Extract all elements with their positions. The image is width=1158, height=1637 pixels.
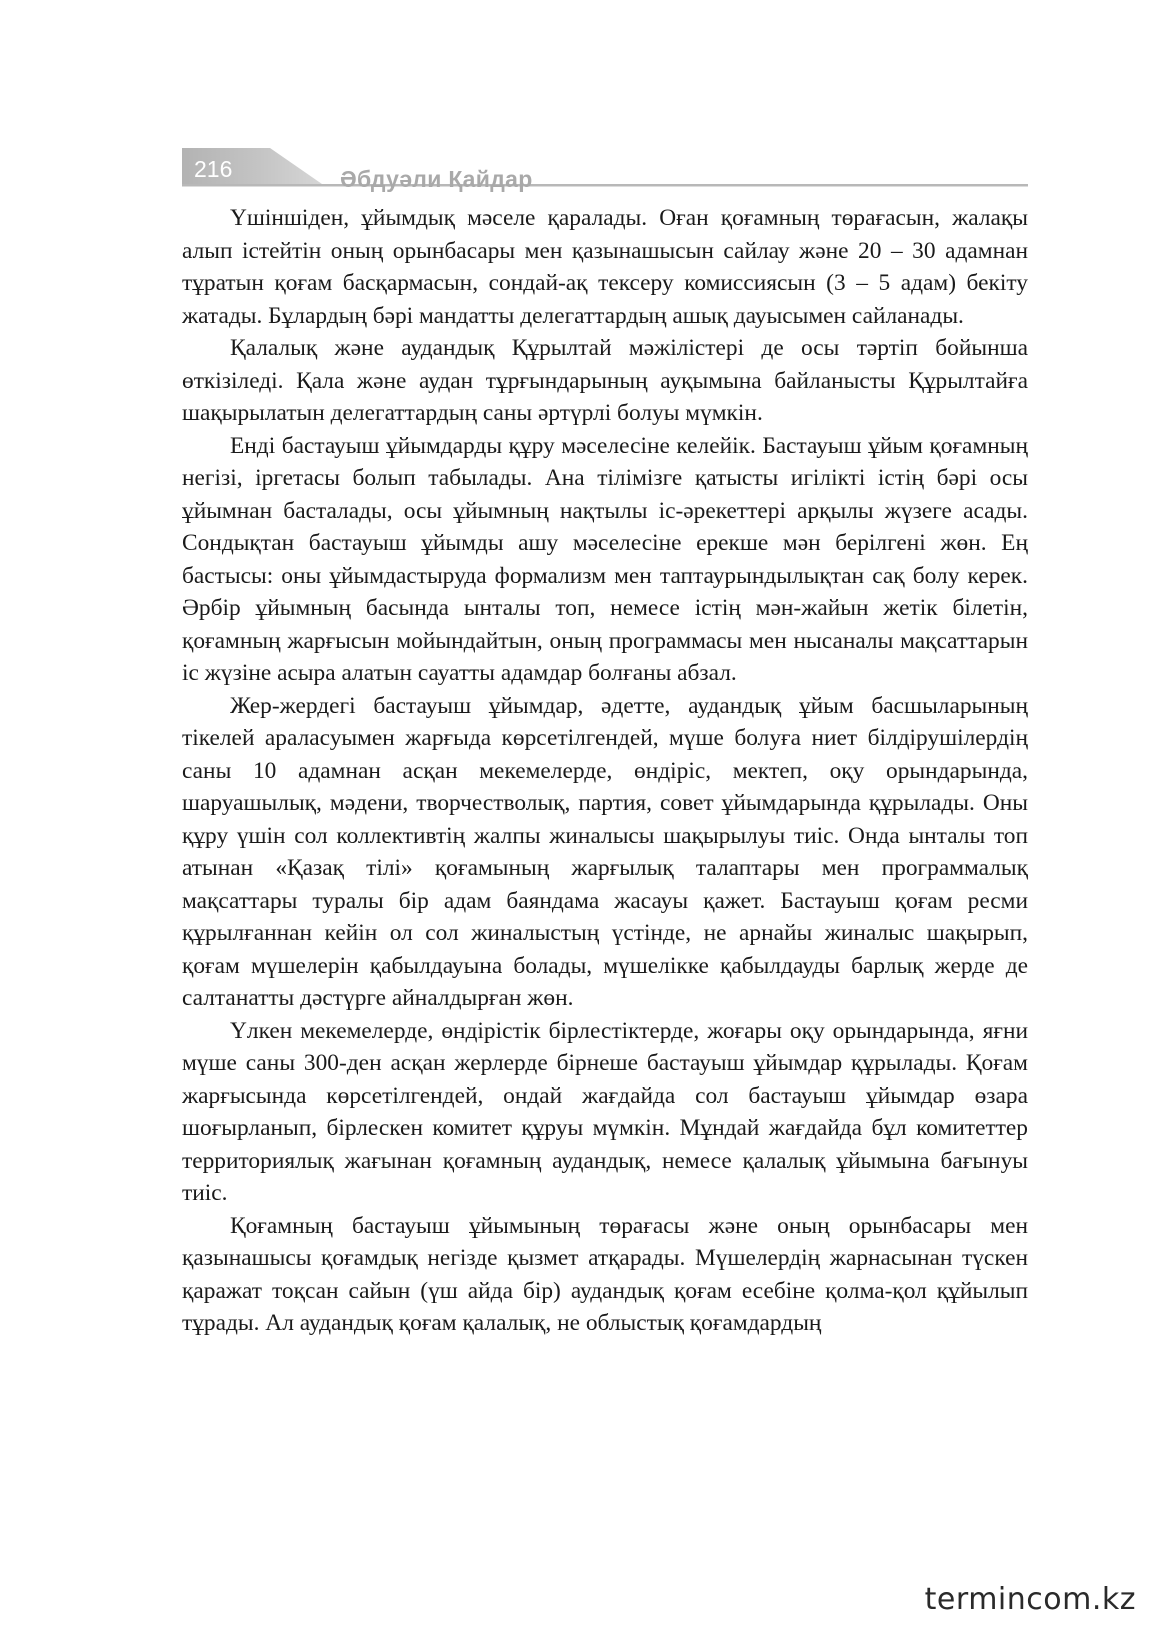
- running-header-author: Әбдуәли Қайдар: [340, 166, 533, 192]
- paragraph: Енді бастауыш ұйымдарды құру мәселесіне келейік. Бастауыш ұйым қоғамның негізі, іргетасы болып табылады. Ана тілімізге қатысты игілікті істің бәрі осы ұйымнан басталады, осы ұйымның нақтылы іс-әрекеттері арқылы жүзеге асады. Сондықтан бастауыш ұйымды ашу мәселесіне ерекше мән берілгені жөн. Ең бастысы: оны ұйымдастыруда формализм мен таптаурындылықтан сақ болу керек. Әрбір ұйымның басында ынталы топ, немесе істің мән-жайын жетік білетін, қоғамның жарғысын мойындайтын, оның программасы мен нысаналы мақсаттарын іс жүзіне асыра алатын сауатты адамдар болғаны абзал.: [182, 432, 1028, 686]
- watermark-logo: termincom.kz: [924, 1582, 1136, 1617]
- paragraph: Қоғамның бастауыш ұйымының төрағасы және оның орынбасары мен қазынашысы қоғамдық негізде қызмет атқарады. Мүшелердің жарнасынан түскен қаражат тоқсан сайын (үш айда бір) аудандық қоғам есебіне қолма-қол құйылып тұрады. Ал аудандық қоғам қалалық, не облыстық қоғамдардың: [182, 1212, 1028, 1336]
- page-number: 216: [194, 156, 233, 182]
- paragraph: Үлкен мекемелерде, өндірістік бірлестіктерде, жоғары оқу орындарында, яғни мүше саны 300-ден асқан жерлерде бірнеше бастауыш ұйымдар құрылады. Қоғам жарғысында көрсетілгендей, ондай жағдайда сол бастауыш ұйымдар өзара шоғырланып, бірлескен комитет құруы мүмкін. Мұндай жағдайда бұл комитеттер территориялық жағынан қоғамның аудандық, немесе қалалық ұйымына бағынуы тиіс.: [182, 1017, 1028, 1206]
- paragraph: Қалалық және аудандық Құрылтай мәжілістері де осы тәртіп бойынша өткізіледі. Қала және аудан тұрғындарының ауқымына байланысты Құрылтайға шақырылатын делегаттардың саны әртүрлі болуы мүмкін.: [182, 335, 1028, 426]
- paragraph: Жер-жердегі бастауыш ұйымдар, әдетте, аудандық ұйым басшыларының тікелей араласуымен жарғыда көрсетілгендей, мүше болуға ниет білдірушілердің саны 10 адамнан асқан мекемелерде, өндіріс, мектеп, оқу орындарында, шаруашылық, мәдени, творчестволық, партия, совет ұйымдарында құрылады. Оны құру үшін сол коллективтің жалпы жиналысы шақырылуы тиіс. Онда ынталы топ атынан «Қазақ тілі» қоғамының жарғылық талаптары мен программалық мақсаттары туралы бір адам баяндама жасауы қажет. Бастауыш қоғам ресми құрылғаннан кейін ол сол жиналыстың үстінде, не арнайы жиналыс шақырып, қоғам мүшелерін қабылдауына болады, мүшелікке қабылдауды барлық жерде де салтанатты дәстүрге айналдырған жөн.: [182, 692, 1028, 1011]
- header-band: [182, 148, 1028, 196]
- body-text: [182, 202, 1028, 1340]
- paragraph: Үшіншіден, ұйымдық мәселе қаралады. Оған қоғамның төрағасын, жалақы алып істейтін оның орынбасары мен қазынашысын сайлау және 20 – 30 адамнан тұратын қоғам басқармасын, сондай-ақ тексеру комиссиясын (3 – 5 адам) бекіту жатады. Бұлардың бәрі мандатты делегаттардың ашық дауысымен сайланады.: [182, 205, 1028, 329]
- running-header: [182, 148, 1028, 196]
